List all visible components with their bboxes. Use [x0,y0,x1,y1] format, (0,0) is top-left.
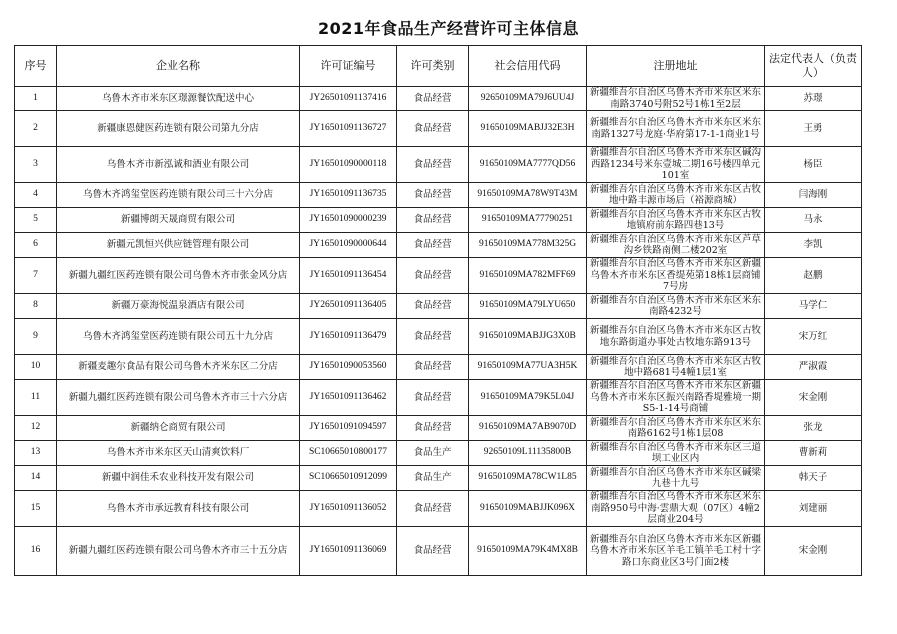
cell-license-category: 食品经营 [397,416,469,441]
cell-registered-address: 新疆维吾尔自治区乌鲁木齐市米东区碱沟西路1234号米东壹城二期16号楼四单元101室 [587,147,765,183]
cell-license-number: JY16501091094597 [300,416,397,441]
header-registered-address: 注册地址 [587,46,765,87]
cell-credit-code: 91650109MABJJ32E3H [469,111,587,147]
cell-license-category: 食品经营 [397,319,469,355]
cell-registered-address: 新疆维吾尔自治区乌鲁木齐市米东区新疆乌鲁木齐市米东区振兴南路香堤雅境一期S5-1-14号商铺 [587,380,765,416]
cell-credit-code: 91650109MA79LYU650 [469,294,587,319]
table-row [15,208,862,233]
cell-seq: 15 [15,491,57,527]
cell-credit-code: 91650109MABJJG3X0B [469,319,587,355]
cell-registered-address: 新疆维吾尔自治区乌鲁木齐市米东区芦草沟乡铁路南侧二楼202室 [587,233,765,258]
cell-company-name: 新疆康恩健医药连锁有限公司第九分店 [57,111,300,147]
cell-seq: 2 [15,111,57,147]
cell-legal-representative: 杨臣 [765,147,862,183]
cell-credit-code: 91650109MA7AB9070D [469,416,587,441]
cell-license-number: JY26501091137416 [300,87,397,111]
cell-seq: 6 [15,233,57,258]
header-seq: 序号 [15,46,57,87]
cell-legal-representative: 韩天子 [765,466,862,491]
cell-seq: 11 [15,380,57,416]
table-row [15,441,862,466]
cell-seq: 9 [15,319,57,355]
cell-seq: 14 [15,466,57,491]
cell-license-category: 食品经营 [397,355,469,380]
cell-company-name: 新疆九疆红医药连锁有限公司乌鲁木齐市张金风分店 [57,258,300,294]
cell-seq: 1 [15,87,57,111]
cell-legal-representative: 严淑霞 [765,355,862,380]
cell-license-number: JY16501091136052 [300,491,397,527]
cell-company-name: 新疆中润佳禾农业科技开发有限公司 [57,466,300,491]
cell-company-name: 新疆九疆红医药连锁有限公司乌鲁木齐市三十六分店 [57,380,300,416]
cell-registered-address: 新疆维吾尔自治区乌鲁木齐市米东区新疆乌鲁木齐市米东区香缇苑第18栋1层商铺7号房 [587,258,765,294]
table-row [15,87,862,111]
cell-credit-code: 92650109MA79J6UU4J [469,87,587,111]
cell-credit-code: 91650109MA78W9T43M [469,183,587,208]
cell-license-number: JY16501091136069 [300,527,397,576]
cell-company-name: 乌鲁木齐市承远教育科技有限公司 [57,491,300,527]
table-row [15,527,862,576]
cell-license-category: 食品经营 [397,233,469,258]
cell-legal-representative: 闫海刚 [765,183,862,208]
cell-credit-code: 91650109MA79K5L04J [469,380,587,416]
cell-company-name: 新疆博朗天晟商贸有限公司 [57,208,300,233]
cell-legal-representative: 苏璟 [765,87,862,111]
cell-license-number: JY16501091136454 [300,258,397,294]
table-row [15,466,862,491]
cell-seq: 4 [15,183,57,208]
cell-company-name: 乌鲁木齐市新泓诚和酒业有限公司 [57,147,300,183]
cell-registered-address: 新疆维吾尔自治区乌鲁木齐市米东区古牧地中路丰源市场后（裕源商城） [587,183,765,208]
cell-registered-address: 新疆维吾尔自治区乌鲁木齐市米东区米东南路6162号1栋1层08 [587,416,765,441]
cell-credit-code: 92650109L11135800B [469,441,587,466]
license-table [14,45,862,576]
table-header-row [15,46,862,87]
table-row [15,416,862,441]
cell-registered-address: 新疆维吾尔自治区乌鲁木齐市米东区古牧地东路街道办事处古牧地东路913号 [587,319,765,355]
cell-company-name: 乌鲁木齐市米东区璟源餐饮配送中心 [57,87,300,111]
cell-license-category: 食品生产 [397,466,469,491]
cell-company-name: 新疆纳仑商贸有限公司 [57,416,300,441]
cell-registered-address: 新疆维吾尔自治区乌鲁木齐市米东区米东南路3740号附52号1栋1至2层 [587,87,765,111]
cell-credit-code: 91650109MA782MFF69 [469,258,587,294]
table-row [15,319,862,355]
table-row [15,380,862,416]
header-credit-code: 社会信用代码 [469,46,587,87]
cell-license-category: 食品经营 [397,87,469,111]
cell-license-category: 食品经营 [397,258,469,294]
cell-license-number: JY16501090000239 [300,208,397,233]
cell-license-number: JY16501090053560 [300,355,397,380]
cell-credit-code: 91650109MA778M325G [469,233,587,258]
cell-seq: 7 [15,258,57,294]
cell-license-number: JY16501090000644 [300,233,397,258]
cell-company-name: 乌鲁木齐鸿玺堂医药连锁有限公司五十九分店 [57,319,300,355]
cell-legal-representative: 刘建丽 [765,491,862,527]
cell-legal-representative: 曹新莉 [765,441,862,466]
header-company-name: 企业名称 [57,46,300,87]
cell-registered-address: 新疆维吾尔自治区乌鲁木齐市米东区古牧地中路681号4幢1层1室 [587,355,765,380]
cell-seq: 10 [15,355,57,380]
cell-registered-address: 新疆维吾尔自治区乌鲁木齐市米东区碱梁九巷十九号 [587,466,765,491]
cell-legal-representative: 宋万红 [765,319,862,355]
cell-credit-code: 91650109MA77UA3H5K [469,355,587,380]
cell-seq: 5 [15,208,57,233]
cell-registered-address: 新疆维吾尔自治区乌鲁木齐市米东区古牧地镇府前东路四巷13号 [587,208,765,233]
cell-legal-representative: 张龙 [765,416,862,441]
cell-registered-address: 新疆维吾尔自治区乌鲁木齐市米东区米东南路950号中海·雲鼎大观（07区）4幢2层商业204号 [587,491,765,527]
cell-license-number: JY16501090000118 [300,147,397,183]
cell-legal-representative: 李凯 [765,233,862,258]
cell-license-number: JY16501091136462 [300,380,397,416]
cell-license-number: SC10665010800177 [300,441,397,466]
header-license-category: 许可类别 [397,46,469,87]
cell-legal-representative: 马学仁 [765,294,862,319]
header-license-number: 许可证编号 [300,46,397,87]
cell-registered-address: 新疆维吾尔自治区乌鲁木齐市米东区米东南路4232号 [587,294,765,319]
cell-registered-address: 新疆维吾尔自治区乌鲁木齐市米东区米东南路1327号龙庭·华府第17-1-1商业1号 [587,111,765,147]
cell-license-category: 食品经营 [397,380,469,416]
cell-license-number: JY16501091136735 [300,183,397,208]
cell-seq: 13 [15,441,57,466]
header-legal-representative: 法定代表人（负责人） [765,46,862,87]
document-title: 2021年食品生产经营许可主体信息 [317,19,580,38]
cell-credit-code: 91650109MA7777QD56 [469,147,587,183]
cell-company-name: 乌鲁木齐鸿玺堂医药连锁有限公司三十六分店 [57,183,300,208]
cell-license-category: 食品生产 [397,441,469,466]
cell-license-category: 食品经营 [397,294,469,319]
cell-seq: 12 [15,416,57,441]
cell-credit-code: 91650109MA79K4MX8B [469,527,587,576]
table-row [15,147,862,183]
cell-seq: 16 [15,527,57,576]
cell-legal-representative: 宋金刚 [765,380,862,416]
table-row [15,355,862,380]
cell-credit-code: 91650109MA77790251 [469,208,587,233]
cell-company-name: 新疆万豪海悦温泉酒店有限公司 [57,294,300,319]
cell-legal-representative: 赵鹏 [765,258,862,294]
cell-company-name: 新疆元凯恒兴供应链管理有限公司 [57,233,300,258]
cell-registered-address: 新疆维吾尔自治区乌鲁木齐市米东区新疆乌鲁木齐市米东区羊毛工镇羊毛工村十字路口东商业区3号门面2楼 [587,527,765,576]
cell-license-category: 食品经营 [397,208,469,233]
cell-company-name: 乌鲁木齐市米东区天山清爽饮料厂 [57,441,300,466]
cell-credit-code: 91650109MA78CW1L85 [469,466,587,491]
cell-license-number: JY16501091136727 [300,111,397,147]
table-row [15,183,862,208]
table-row [15,294,862,319]
cell-license-category: 食品经营 [397,491,469,527]
cell-license-number: JY16501091136479 [300,319,397,355]
cell-license-number: JY26501091136405 [300,294,397,319]
cell-license-category: 食品经营 [397,527,469,576]
table-row [15,233,862,258]
cell-registered-address: 新疆维吾尔自治区乌鲁木齐市米东区三道坝工业区内 [587,441,765,466]
cell-company-name: 新疆麦趣尔食品有限公司乌鲁木齐米东区二分店 [57,355,300,380]
table-row [15,258,862,294]
table-row [15,491,862,527]
cell-license-number: SC10665010912099 [300,466,397,491]
cell-license-category: 食品经营 [397,183,469,208]
cell-seq: 3 [15,147,57,183]
cell-legal-representative: 王勇 [765,111,862,147]
cell-credit-code: 91650109MABJJK096X [469,491,587,527]
cell-legal-representative: 马永 [765,208,862,233]
cell-company-name: 新疆九疆红医药连锁有限公司乌鲁木齐市三十五分店 [57,527,300,576]
cell-seq: 8 [15,294,57,319]
cell-license-category: 食品经营 [397,147,469,183]
cell-legal-representative: 宋金刚 [765,527,862,576]
table-row [15,111,862,147]
cell-license-category: 食品经营 [397,111,469,147]
